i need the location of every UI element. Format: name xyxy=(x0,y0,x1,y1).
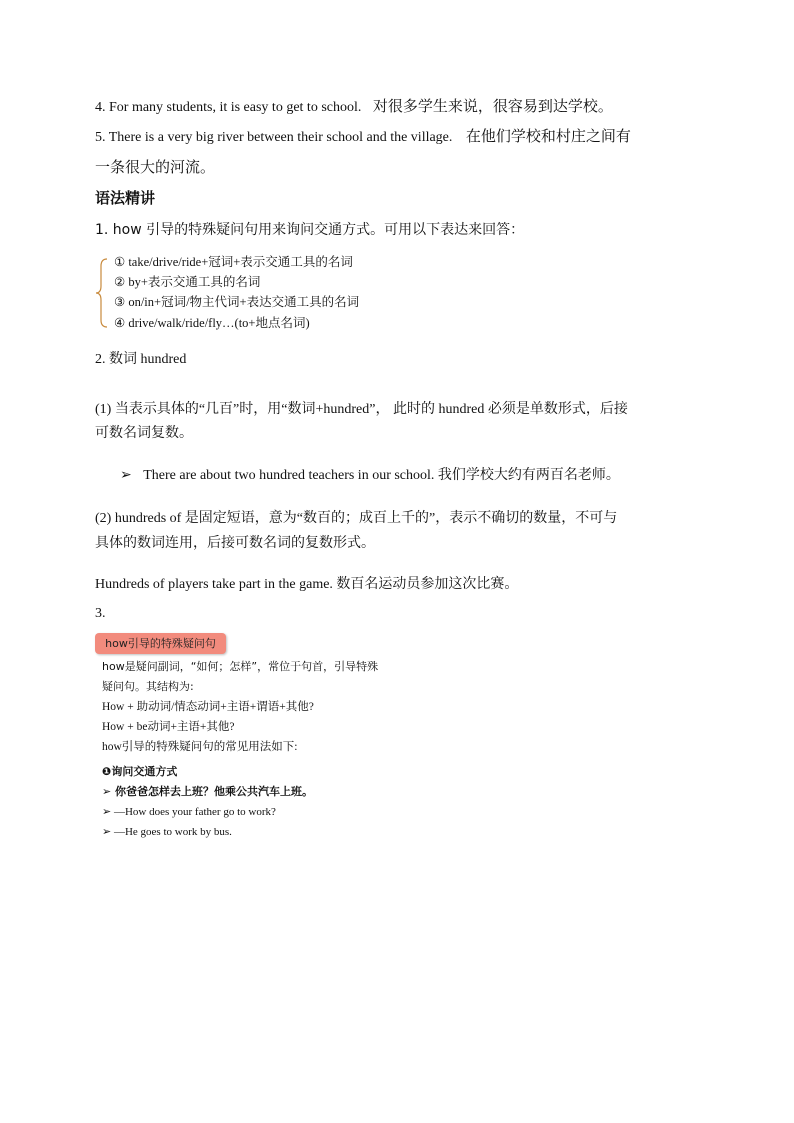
rule-1-line-1: (1) 当表示具体的“几百”时，用“数词+hundred”， 此时的 hundred 必须是单数形式，后接 xyxy=(95,402,628,417)
example-1 xyxy=(120,466,620,486)
usage-example-1: ➢ 你爸爸怎样去上班？他乘公共汽车上班。 xyxy=(102,785,314,798)
usage-example-2: ➢ —How does your father go to work? xyxy=(102,806,276,818)
example-1-text: There are about two hundred teachers in our school. 我们学校大约有两百名老师。 xyxy=(143,468,620,483)
sentence-5-chinese: 在他们学校和村庄之间有 xyxy=(465,127,631,145)
sentence-4-chinese: 对很多学生来说，很容易到达学校。 xyxy=(372,97,613,115)
rule-1-line-2: 可数名词复数。 xyxy=(95,425,193,441)
usage-heading: ❶询问交通方式 xyxy=(102,765,178,778)
box-line-1: how是疑问副词，“如何；怎样”，常位于句首，引导特殊 xyxy=(102,660,379,673)
box-line-3: How + 助动词/情态动词+主语+谓语+其他? xyxy=(102,701,314,713)
point-1-title: 1. how 引导的特殊疑问句用来询问交通方式。可用以下表达来回答： xyxy=(95,222,525,238)
point-2-title: 2. 数词 hundred xyxy=(95,352,187,367)
box-line-5: how引导的特殊疑问句的常见用法如下: xyxy=(102,741,298,753)
box-line-4: How + be动词+主语+其他? xyxy=(102,721,235,733)
example-2: Hundreds of players take part in the game. 数百名运动员参加这次比赛。 xyxy=(95,577,519,592)
option-2: ② by+表示交通工具的名词 xyxy=(114,275,261,289)
sentence-4 xyxy=(95,96,613,118)
option-1: ① take/drive/ride+冠词+表示交通工具的名词 xyxy=(114,255,353,269)
rule-2-line-2: 具体的数词连用，后接可数名词的复数形式。 xyxy=(95,535,375,551)
sentence-5 xyxy=(95,126,631,148)
sentence-4-english: 4. For many students, it is easy to get to school. xyxy=(95,100,362,115)
sentence-5-continuation: 一条很大的河流。 xyxy=(95,158,216,176)
grammar-heading: 语法精讲 xyxy=(95,189,156,207)
usage-example-3: ➢ —He goes to work by bus. xyxy=(102,826,232,838)
point-3-number: 3. xyxy=(95,606,106,621)
topic-tag: how引导的特殊疑问句 xyxy=(95,633,226,654)
box-line-2: 疑问句。其结构为: xyxy=(102,680,194,693)
sentence-5-english: 5. There is a very big river between their school and the village. xyxy=(95,130,453,145)
rule-2-line-1: (2) hundreds of 是固定短语，意为“数百的；成百上千的”，表示不确切的数量，不可与 xyxy=(95,511,618,526)
option-4: ④ drive/walk/ride/fly…(to+地点名词) xyxy=(114,316,310,330)
brace-icon xyxy=(95,258,109,328)
bullet-arrow-icon: ➢ xyxy=(120,468,132,483)
option-3: ③ on/in+冠词/物主代词+表达交通工具的名词 xyxy=(114,295,360,309)
